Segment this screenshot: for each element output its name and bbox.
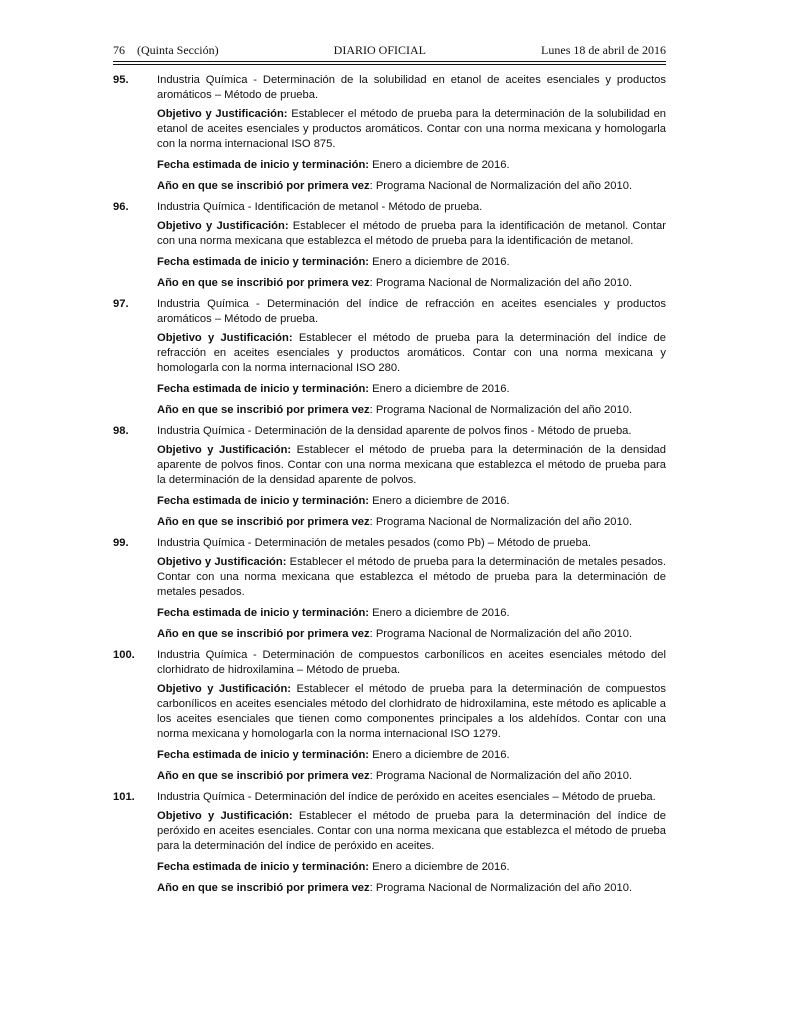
item-title: Industria Química - Determinación de metales pesados (como Pb) – Método de prueba. [157, 537, 592, 549]
objective-label: Objetivo y Justificación: [157, 332, 293, 344]
year-paragraph [157, 769, 666, 784]
year-label: Año en que se inscribió por primera vez [157, 277, 370, 289]
year-paragraph [157, 403, 666, 418]
objective-paragraph [157, 107, 666, 152]
dates-paragraph [157, 255, 666, 270]
year-text: : Programa Nacional de Normalización del año 2010. [369, 404, 633, 416]
year-paragraph [157, 881, 666, 896]
dates-text: Enero a diciembre de 2016. [372, 607, 510, 619]
objective-label: Objetivo y Justificación: [157, 108, 288, 120]
item-title: Industria Química - Determinación del índice de peróxido en aceites esenciales – Método de prueba. [157, 791, 656, 803]
year-paragraph [157, 276, 666, 291]
year-text: : Programa Nacional de Normalización del año 2010. [369, 770, 633, 782]
objective-text: Establecer el método de prueba para la determinación del índice de peróxido en aceites esenciales. Contar con una norma mexicana que establezca el método de prueba para la determinación del índice de peróxido en aceites. [157, 810, 667, 852]
list-item [113, 790, 666, 896]
item-title-row [113, 73, 666, 103]
dates-label: Fecha estimada de inicio y terminación: [157, 159, 370, 171]
list-item [113, 648, 666, 784]
dates-label: Fecha estimada de inicio y terminación: [157, 861, 370, 873]
item-number: 99. [113, 537, 129, 549]
objective-label: Objetivo y Justificación: [157, 683, 292, 695]
year-paragraph [157, 627, 666, 642]
objective-paragraph [157, 809, 666, 854]
dates-text: Enero a diciembre de 2016. [372, 383, 510, 395]
item-number: 97. [113, 298, 129, 310]
dates-label: Fecha estimada de inicio y terminación: [157, 607, 370, 619]
publication-title: DIARIO OFICIAL [333, 43, 426, 57]
item-title-row [113, 297, 666, 327]
section-label: (Quinta Sección) [137, 43, 219, 57]
list-item [113, 424, 666, 530]
header-rule-top [113, 61, 666, 62]
year-paragraph [157, 179, 666, 194]
dates-text: Enero a diciembre de 2016. [372, 495, 510, 507]
objective-paragraph [157, 331, 666, 376]
objective-text: Establecer el método de prueba para la identificación de metanol. Contar con una norma mexicana que establezca el método de prueba para la identificación de metanol. [157, 220, 666, 247]
header-left [113, 43, 219, 58]
item-title: Industria Química - Determinación de la solubilidad en etanol de aceites esenciales y productos aromáticos – Método de prueba. [157, 74, 666, 101]
dates-label: Fecha estimada de inicio y terminación: [157, 256, 370, 268]
objective-label: Objetivo y Justificación: [157, 810, 293, 822]
dates-label: Fecha estimada de inicio y terminación: [157, 749, 370, 761]
item-title: Industria Química - Determinación del índice de refracción en aceites esenciales y productos aromáticos – Método de prueba. [157, 298, 666, 325]
year-text: : Programa Nacional de Normalización del año 2010. [369, 628, 633, 640]
item-number: 96. [113, 201, 129, 213]
year-label: Año en que se inscribió por primera vez [157, 770, 370, 782]
list-item [113, 536, 666, 642]
objective-text: Establecer el método de prueba para la determinación de la densidad aparente de polvos finos. Contar con una norma mexicana que establezca el método de prueba para la determinación de la densidad aparente de polvos. [157, 444, 666, 486]
dates-label: Fecha estimada de inicio y terminación: [157, 495, 370, 507]
objective-paragraph [157, 682, 666, 742]
objective-paragraph [157, 443, 666, 488]
dates-text: Enero a diciembre de 2016. [372, 256, 510, 268]
item-number: 101. [113, 791, 135, 803]
objective-text: Establecer el método de prueba para la determinación de compuestos carbonílicos en aceites esenciales método del clorhidrato de hidroxilamina, este método es aplicable a los aceites esenciales que tienen como componentes principales a los aldehídos. Contar con una norma mexicana y homologarla con la norma internacional ISO 1279. [157, 683, 666, 740]
page-header [113, 43, 666, 61]
list-item [113, 73, 666, 194]
dates-paragraph [157, 748, 666, 763]
item-number: 95. [113, 74, 129, 86]
year-label: Año en que se inscribió por primera vez [157, 404, 370, 416]
list-item [113, 200, 666, 291]
header-rule-bottom [113, 64, 666, 65]
year-paragraph [157, 515, 666, 530]
year-text: : Programa Nacional de Normalización del año 2010. [369, 516, 633, 528]
objective-paragraph [157, 555, 666, 600]
year-label: Año en que se inscribió por primera vez [157, 516, 370, 528]
item-title-row [113, 790, 666, 805]
dates-text: Enero a diciembre de 2016. [372, 159, 510, 171]
objective-label: Objetivo y Justificación: [157, 220, 289, 232]
page-number: 76 [113, 43, 125, 57]
year-text: : Programa Nacional de Normalización del año 2010. [369, 180, 633, 192]
dates-paragraph [157, 382, 666, 397]
objective-text: Establecer el método de prueba para la determinación de la solubilidad en etanol de aceites esenciales y productos aromáticos. Contar con una norma mexicana y homologarla con la norma internacional ISO 875. [157, 108, 667, 150]
dates-paragraph [157, 494, 666, 509]
dates-paragraph [157, 606, 666, 621]
year-text: : Programa Nacional de Normalización del año 2010. [369, 882, 633, 894]
dates-paragraph [157, 860, 666, 875]
dates-text: Enero a diciembre de 2016. [372, 749, 510, 761]
year-label: Año en que se inscribió por primera vez [157, 180, 370, 192]
objective-text: Establecer el método de prueba para la determinación del índice de refracción en aceites esenciales y productos aromáticos. Contar con una norma mexicana y homologarla con la norma internacional ISO 280. [157, 332, 667, 374]
year-label: Año en que se inscribió por primera vez [157, 628, 370, 640]
objective-label: Objetivo y Justificación: [157, 556, 287, 568]
item-title-row [113, 200, 666, 215]
item-number: 100. [113, 649, 135, 661]
item-title: Industria Química - Determinación de la densidad aparente de polvos finos - Método de prueba. [157, 425, 632, 437]
item-title: Industria Química - Identificación de metanol - Método de prueba. [157, 201, 483, 213]
dates-paragraph [157, 158, 666, 173]
list-item [113, 297, 666, 418]
item-list [113, 73, 666, 902]
year-label: Año en que se inscribió por primera vez [157, 882, 370, 894]
dates-label: Fecha estimada de inicio y terminación: [157, 383, 370, 395]
item-title-row [113, 536, 666, 551]
item-title-row [113, 424, 666, 439]
item-number: 98. [113, 425, 129, 437]
objective-paragraph [157, 219, 666, 249]
objective-label: Objetivo y Justificación: [157, 444, 292, 456]
item-title-row [113, 648, 666, 678]
publication-date: Lunes 18 de abril de 2016 [541, 43, 666, 57]
item-title: Industria Química - Determinación de compuestos carbonílicos en aceites esenciales método del clorhidrato de hidroxilamina – Método de prueba. [157, 649, 666, 676]
objective-text: Establecer el método de prueba para la determinación de metales pesados. Contar con una norma mexicana que establezca el método de prueba para la determinación de metales pesados. [157, 556, 666, 598]
dates-text: Enero a diciembre de 2016. [372, 861, 510, 873]
year-text: : Programa Nacional de Normalización del año 2010. [369, 277, 633, 289]
